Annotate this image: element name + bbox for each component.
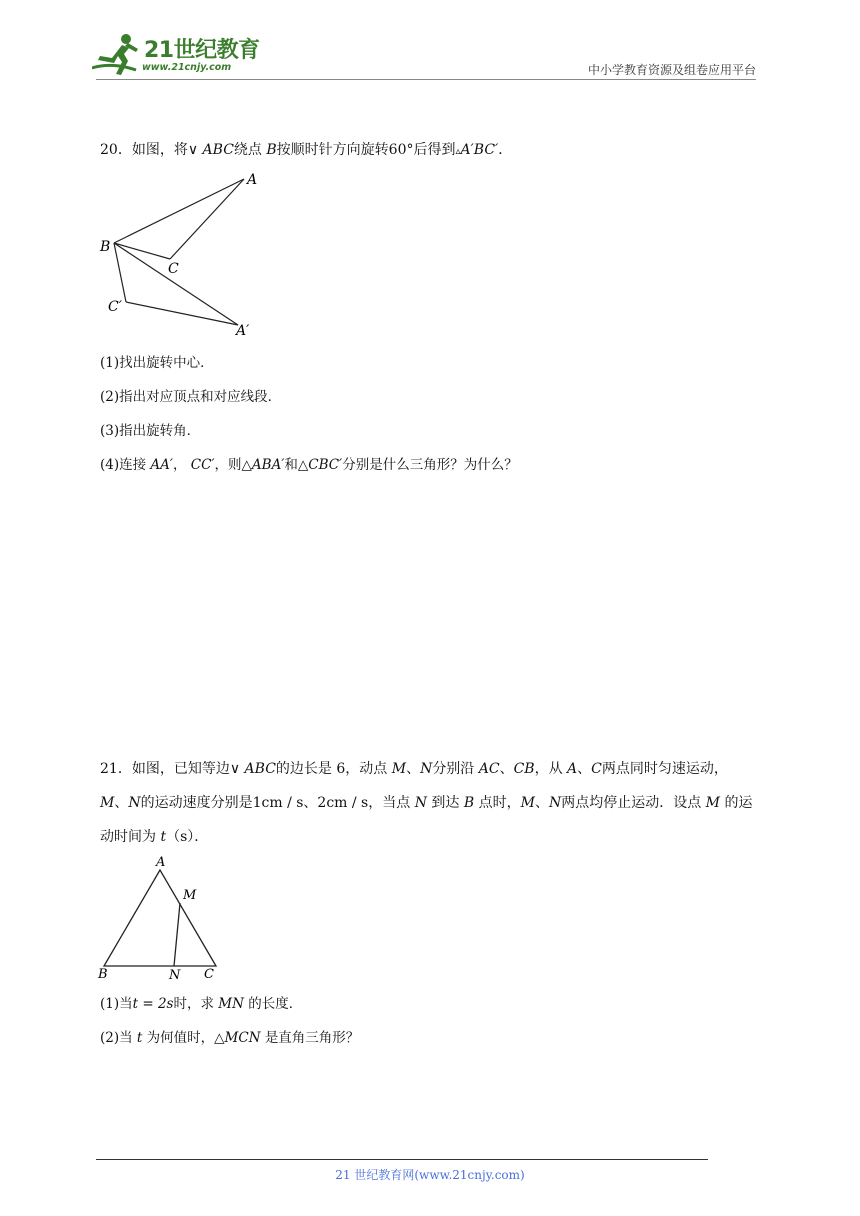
header-platform-title: 中小学教育资源及组卷应用平台: [587, 63, 756, 77]
segment-MN: [174, 903, 180, 966]
logo-url-text: www.21cnjy.com: [142, 62, 232, 73]
q21-part2: (2)当 t 为何值时，△MCN 是直角三角形？: [100, 1030, 360, 1046]
logo-brand-text: 21世纪教育: [144, 38, 260, 63]
label-C: C: [168, 261, 179, 277]
label-B: B: [98, 967, 108, 982]
label-C: C: [204, 967, 214, 982]
q20-number: 20．: [100, 142, 132, 158]
q20-stem: 20．如图，将∨ ABC绕点 B按顺时针方向旋转60°后得到▵A′BC′．: [100, 142, 513, 158]
q20-part3: (3)指出旋转角．: [100, 423, 201, 439]
label-N: N: [169, 968, 181, 983]
q21-equilateral-figure: [94, 852, 228, 986]
header-divider: [96, 79, 756, 80]
header-logo: [92, 32, 262, 80]
q21-part1: (1)当t = 2s时，求 MN 的长度．: [100, 996, 303, 1012]
q21-number: 21．: [100, 761, 132, 777]
label-A: A: [247, 172, 258, 188]
triangle-symbol: ∨: [187, 142, 199, 158]
segment-BA: [114, 179, 244, 243]
q20-part2: (2)指出对应顶点和对应线段．: [100, 389, 282, 405]
segment-AC: [170, 179, 244, 259]
q21-stem-line1: 21．如图，已知等边∨ ABC的边长是 6，动点 M、N分别沿 AC、CB，从 A、C两点同时匀速运动，: [100, 761, 728, 777]
segment-BC1: [114, 243, 126, 302]
label-A: A: [156, 855, 166, 870]
runner-logo-icon: [92, 32, 144, 78]
label-B: B: [100, 239, 111, 255]
speed-values: 1cm / s、2cm / s: [252, 795, 369, 811]
q20-part1: (1)找出旋转中心．: [100, 355, 214, 371]
triangle-symbol: ∨: [229, 761, 241, 777]
footer-divider: [96, 1159, 708, 1160]
q21-stem-line2: M、N的运动速度分别是1cm / s、2cm / s，当点 N 到达 B 点时，M、N两点均停止运动．设点 M 的运: [100, 795, 753, 811]
triangle-symbol: ▵: [455, 146, 461, 157]
label-A-prime: A′: [236, 323, 250, 339]
footer-site-link[interactable]: 21 世纪教育网(www.21cnjy.com): [335, 1168, 525, 1182]
label-C-prime: C′: [108, 299, 122, 315]
q20-rotation-figure: [96, 165, 266, 345]
label-M: M: [183, 888, 197, 903]
q20-part4: (4)连接 AA′， CC′，则△ABA′和△CBC′分别是什么三角形？为什么？: [100, 457, 518, 473]
q21-stem-line3: 动时间为 t（s）．: [100, 829, 209, 845]
segment-BC: [114, 243, 170, 259]
triangle-ABC: [104, 870, 216, 966]
